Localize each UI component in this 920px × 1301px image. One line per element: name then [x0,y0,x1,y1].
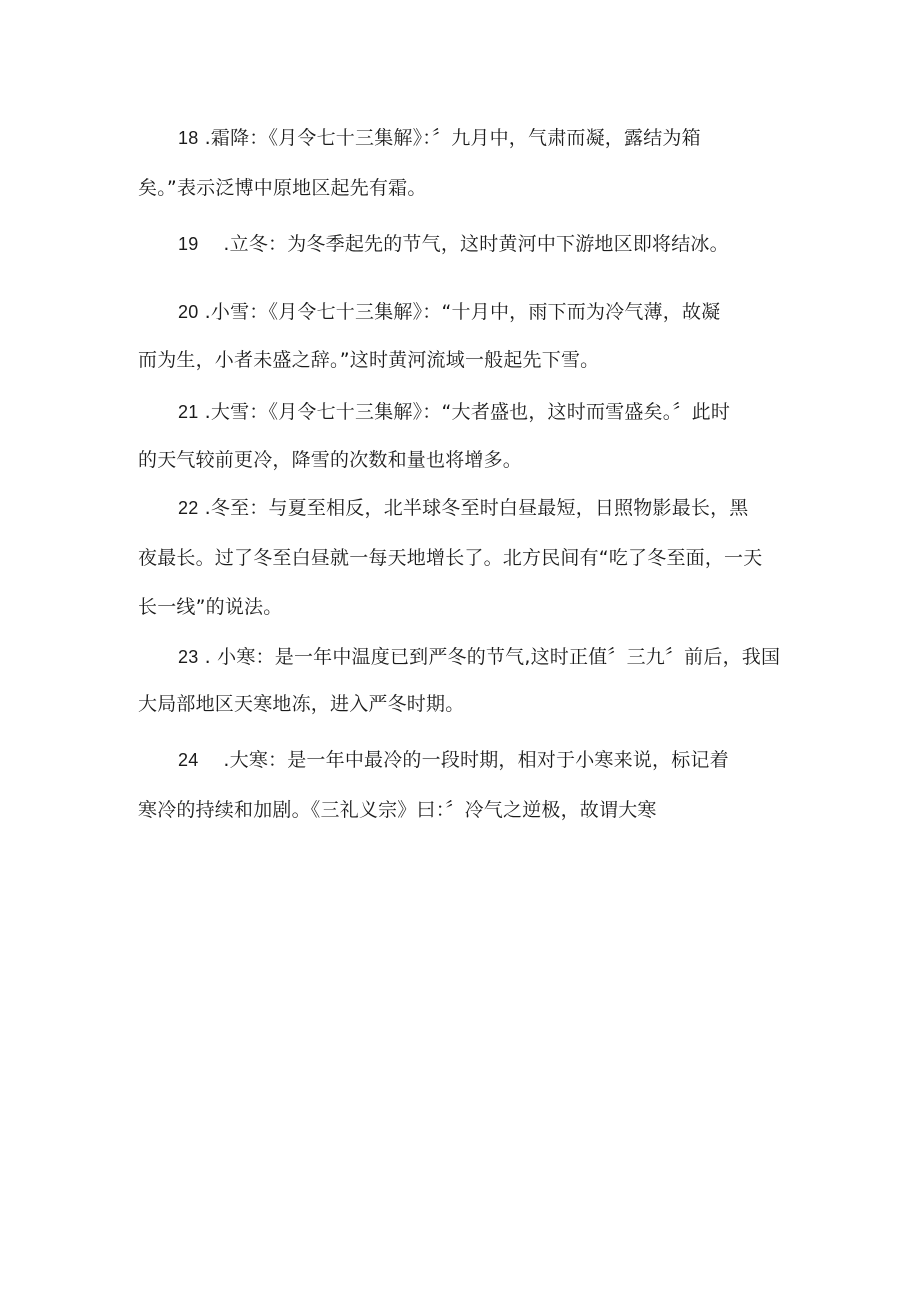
entry-18-line-1 [178,125,838,151]
entry-19-number: 19 [178,234,199,254]
entry-22-text-2: 夜最长。过了冬至白昼就一每天地增长了。北方民间有“吃了冬至面，一天 [138,547,763,569]
entry-21-line-2 [138,447,798,473]
entry-18-line-2 [138,175,798,201]
entry-24-line-1 [178,747,838,773]
entry-24-text-1: .大寒：是一年中最冷的一段时期，相对于小寒来说，标记着 [198,749,729,771]
entry-22-text-1: .冬至：与夏至相反，北半球冬至时白昼最短，日照物影最长，黑 [198,497,749,519]
entry-22-line-3 [138,594,798,620]
entry-20-text-2: 而为生，小者未盛之辞。”这时黄河流域一般起先下雪。 [138,349,600,371]
entry-22-number: 22 [178,498,199,518]
entry-23-text-1: . 小寒：是一年中温度已到严冬的节气,这时正值〞三九〞前后，我国 [198,646,781,668]
entry-19-text-1: .立冬：为冬季起先的节气，这时黄河中下游地区即将结冰。 [198,233,729,255]
entry-23-number: 23 [178,647,199,667]
entry-20-text-1: .小雪：《月令七十三集解》：“十月中，雨下而为冷气薄，故凝 [198,301,721,323]
entry-19-line-1 [178,231,838,257]
entry-23-text-2: 大局部地区天寒地冻，进入严冬时期。 [138,693,465,715]
entry-24-number: 24 [178,750,199,770]
entry-20-line-1 [178,299,838,325]
entry-18-text-2: 矣。”表示泛博中原地区起先有霜。 [138,177,427,199]
entry-21-text-1: .大雪：《月令七十三集解》：“大者盛也，这时而雪盛矣。〞此时 [198,401,731,423]
entry-21-number: 21 [178,402,199,422]
entry-20-line-2 [138,347,798,373]
entry-22-line-2 [138,545,798,571]
entry-22-text-3: 长一线”的说法。 [138,596,283,618]
entry-22-line-1 [178,495,838,521]
entry-23-line-1 [178,644,838,670]
entry-18-number: 18 [178,128,199,148]
entry-18-text-1: .霜降：《月令七十三集解》：〞九月中，气肃而凝，露结为箱 [198,127,701,149]
entry-21-text-2: 的天气较前更冷，降雪的次数和量也将增多。 [138,449,523,471]
entry-24-text-2: 寒冷的持续和加剧。《三礼义宗》曰：〞冷气之逆极，故谓大寒 [138,799,657,821]
entry-20-number: 20 [178,302,199,322]
entry-23-line-2 [138,691,798,717]
entry-21-line-1 [178,399,838,425]
entry-24-line-2 [138,797,798,823]
